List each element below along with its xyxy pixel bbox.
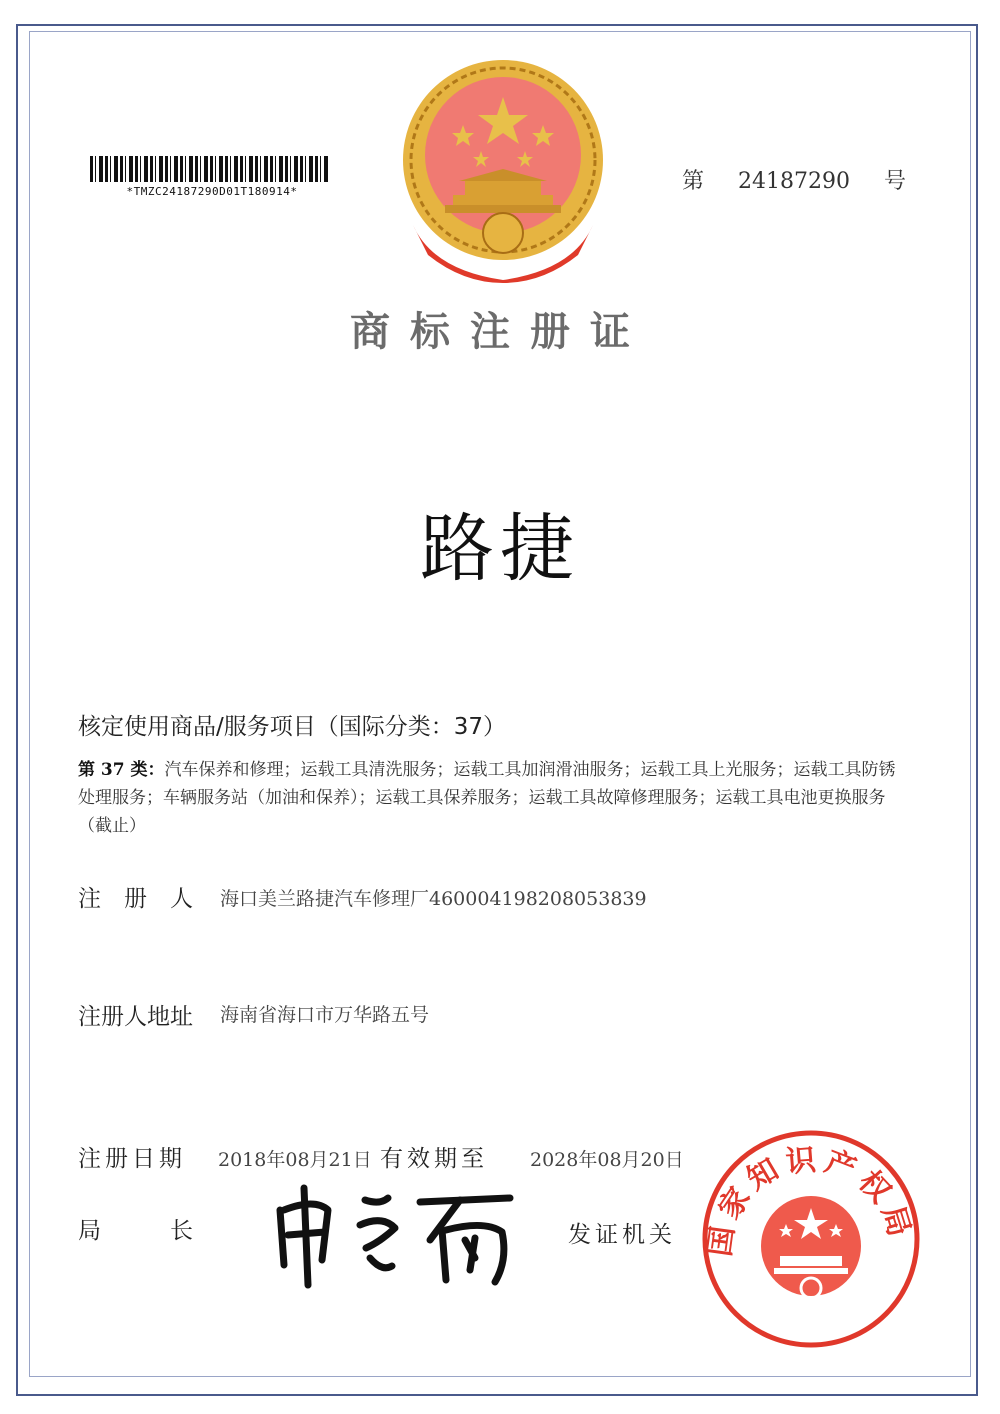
valid-until-value: 2028年08月20日 (530, 1149, 684, 1171)
registration-date-value: 2018年08月21日 (218, 1149, 372, 1171)
issuer-label: 发证机关 (568, 1222, 676, 1248)
address-label: 注册人地址 (78, 1004, 193, 1030)
goods-services-list (78, 756, 908, 840)
trademark-name: 路捷 (420, 506, 580, 592)
registrant-label: 注 册 人 (78, 886, 193, 912)
address-value: 海南省海口市万华路五号 (220, 1004, 430, 1026)
official-seal (700, 1128, 922, 1350)
national-emblem-icon (393, 55, 613, 285)
registration-number (682, 164, 906, 195)
class-label: 第 37 类： (78, 760, 165, 780)
seal-text-path: 国家知识产权局 (702, 1142, 919, 1259)
registration-prefix: 第 (682, 169, 705, 194)
barcode (90, 156, 330, 182)
registrant-value: 海口美兰路捷汽车修理厂460004198208053839 (220, 888, 647, 910)
barcode-text: *TMZC24187290D01T180914* (126, 185, 298, 198)
certificate-title: 商标注册证 (350, 308, 650, 355)
class-items: 汽车保养和修理；运载工具清洗服务；运载工具加润滑油服务；运载工具上光服务；运载工具防锈处理服务；车辆服务站（加油和保养）；运载工具保养服务；运载工具故障修理服务；运载工具电池更换服务（截止） (78, 760, 896, 836)
valid-until-label: 有效期至 (380, 1146, 488, 1172)
registration-number-value: 24187290 (738, 169, 850, 194)
director-signature (270, 1180, 540, 1290)
director-label: 局 长 (78, 1218, 193, 1244)
registration-date-label: 注册日期 (78, 1146, 186, 1172)
registration-suffix: 号 (884, 169, 907, 194)
goods-services-heading: 核定使用商品/服务项目（国际分类：37） (78, 714, 507, 740)
